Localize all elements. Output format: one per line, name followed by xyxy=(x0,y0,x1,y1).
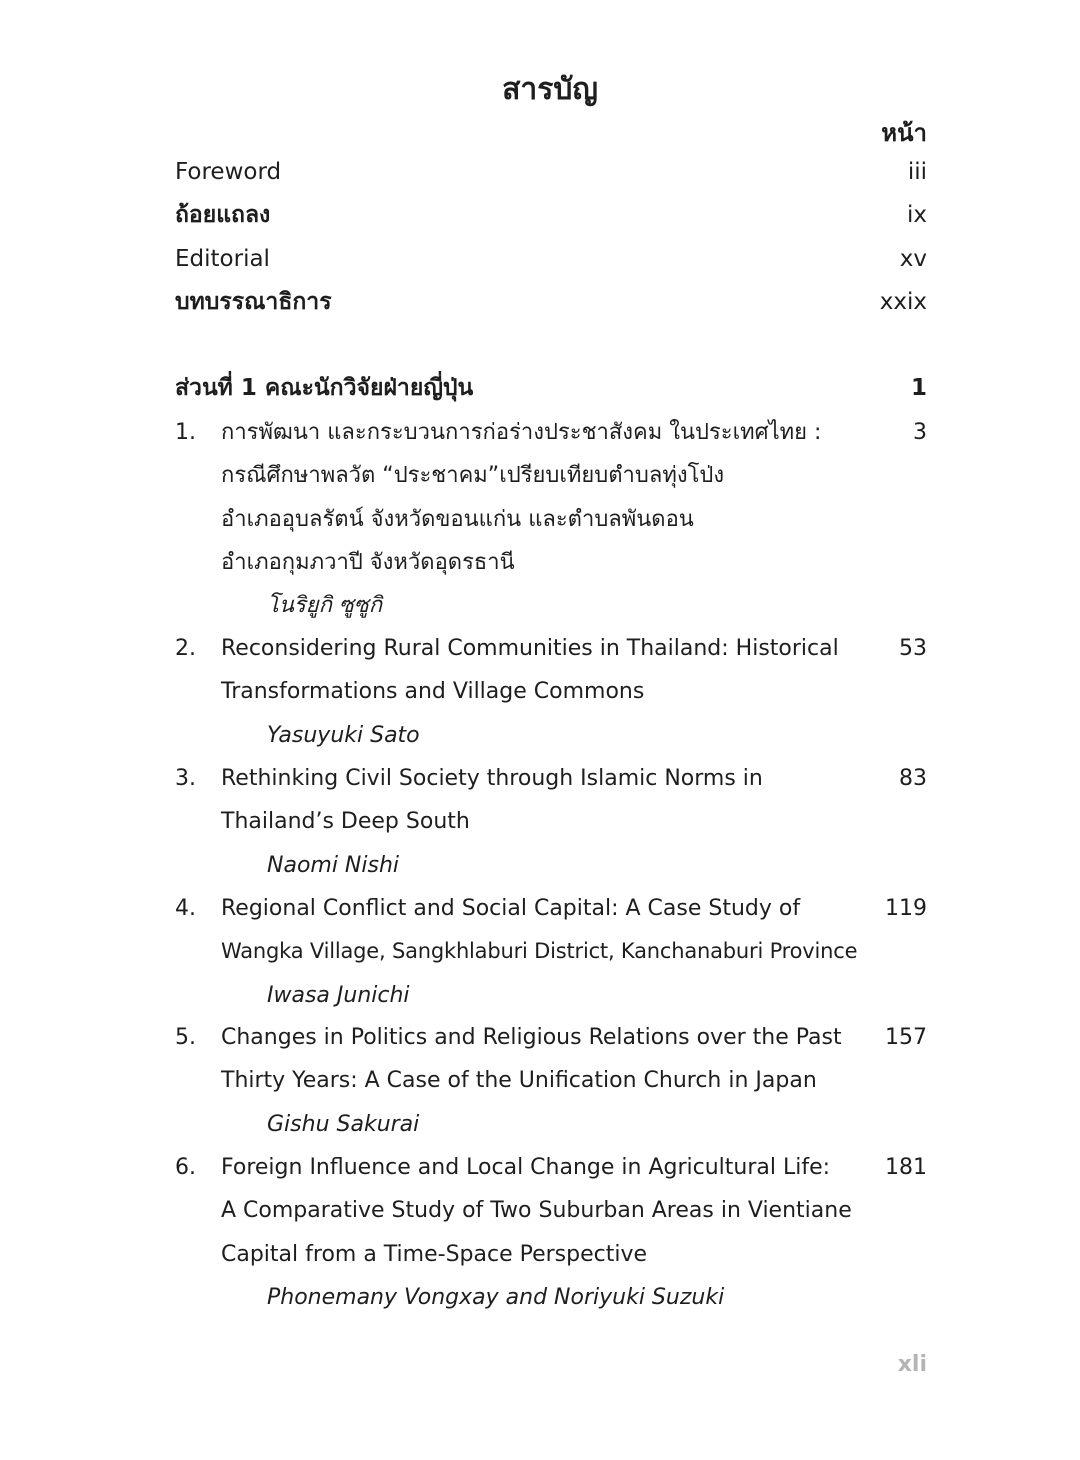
entry-number: 2. xyxy=(175,636,196,661)
toc-page-number: xxix xyxy=(879,289,927,315)
entry-title-line: อำเภออุบลรัตน์ จังหวัดขอนแก่น และตำบลพันดอน xyxy=(221,506,694,532)
entry-number: 4. xyxy=(175,896,196,921)
entry-title-line: Changes in Politics and Religious Relations over the Past xyxy=(221,1025,842,1050)
entry-title-line: Wangka Village, Sangkhlaburi District, Kanchanaburi Province xyxy=(221,939,858,964)
entry-number: 6. xyxy=(175,1155,196,1180)
entry-page-number: 119 xyxy=(885,896,927,921)
entry-number: 3. xyxy=(175,766,196,791)
entry-title-line: Transformations and Village Commons xyxy=(221,679,645,705)
toc-row-editorial xyxy=(175,238,927,281)
part-label: ส่วนที่ 1 คณะนักวิจัยฝ่ายญี่ปุ่น xyxy=(175,375,474,401)
entry-author: Phonemany Vongxay and Noriyuki Suzuki xyxy=(267,1284,725,1310)
entry-title-line: Regional Conflict and Social Capital: A Case Study of xyxy=(221,896,801,921)
entry-author: Gishu Sakurai xyxy=(267,1111,420,1137)
toc-page-number: xv xyxy=(899,246,927,272)
entry-author: Yasuyuki Sato xyxy=(267,722,420,748)
entry-title-line: Thailand’s Deep South xyxy=(221,809,470,835)
entry-number: 1. xyxy=(175,420,196,445)
entry-title-line: Capital from a Time-Space Perspective xyxy=(221,1241,648,1267)
entry-page-number: 83 xyxy=(899,766,927,791)
toc-row-foreword xyxy=(175,151,927,194)
entry-title-line: กรณีศึกษาพลวัต “ประชาคม”เปรียบเทียบตำบลทุ่งโป่ง xyxy=(221,463,725,489)
entry-page-number: 3 xyxy=(913,420,927,445)
page-column-heading: หน้า xyxy=(881,119,927,147)
toc-part-heading xyxy=(175,367,927,410)
toc-label: Editorial xyxy=(175,246,270,272)
toc-label: ถ้อยแถลง xyxy=(175,202,271,228)
entry-title-line: การพัฒนา และกระบวนการก่อร่างประชาสังคม ในประเทศไทย : xyxy=(221,420,822,445)
entry-title-line: อำเภอกุมภวาปี จังหวัดอุดรธานี xyxy=(221,549,515,575)
toc-label: บทบรรณาธิการ xyxy=(175,289,332,315)
toc-row-editorial-thai xyxy=(175,281,927,324)
entry-page-number: 53 xyxy=(899,636,927,661)
toc-page-number: ix xyxy=(906,202,927,228)
entry-title-line: Rethinking Civil Society through Islamic Norms in xyxy=(221,766,763,791)
entry-author: โนริยูกิ ซูซูกิ xyxy=(267,593,383,619)
entry-number: 5. xyxy=(175,1025,196,1050)
page-folio: xli xyxy=(897,1352,927,1377)
toc-page-number: iii xyxy=(907,159,927,185)
toc-row-statement xyxy=(175,194,927,237)
entry-page-number: 181 xyxy=(885,1155,927,1180)
entry-title-line: Foreign Influence and Local Change in Agricultural Life: xyxy=(221,1155,831,1180)
part-page-number: 1 xyxy=(910,375,927,401)
entry-author: Naomi Nishi xyxy=(267,852,400,878)
entry-title-line: Reconsidering Rural Communities in Thailand: Historical xyxy=(221,636,839,661)
toc-label: Foreword xyxy=(175,159,282,185)
entry-title-line: Thirty Years: A Case of the Unification Church in Japan xyxy=(221,1068,817,1094)
entry-title-line: A Comparative Study of Two Suburban Areas in Vientiane xyxy=(221,1198,852,1224)
entry-author: Iwasa Junichi xyxy=(267,982,410,1008)
entry-page-number: 157 xyxy=(885,1025,927,1050)
page-title: สารบัญ xyxy=(502,72,598,107)
